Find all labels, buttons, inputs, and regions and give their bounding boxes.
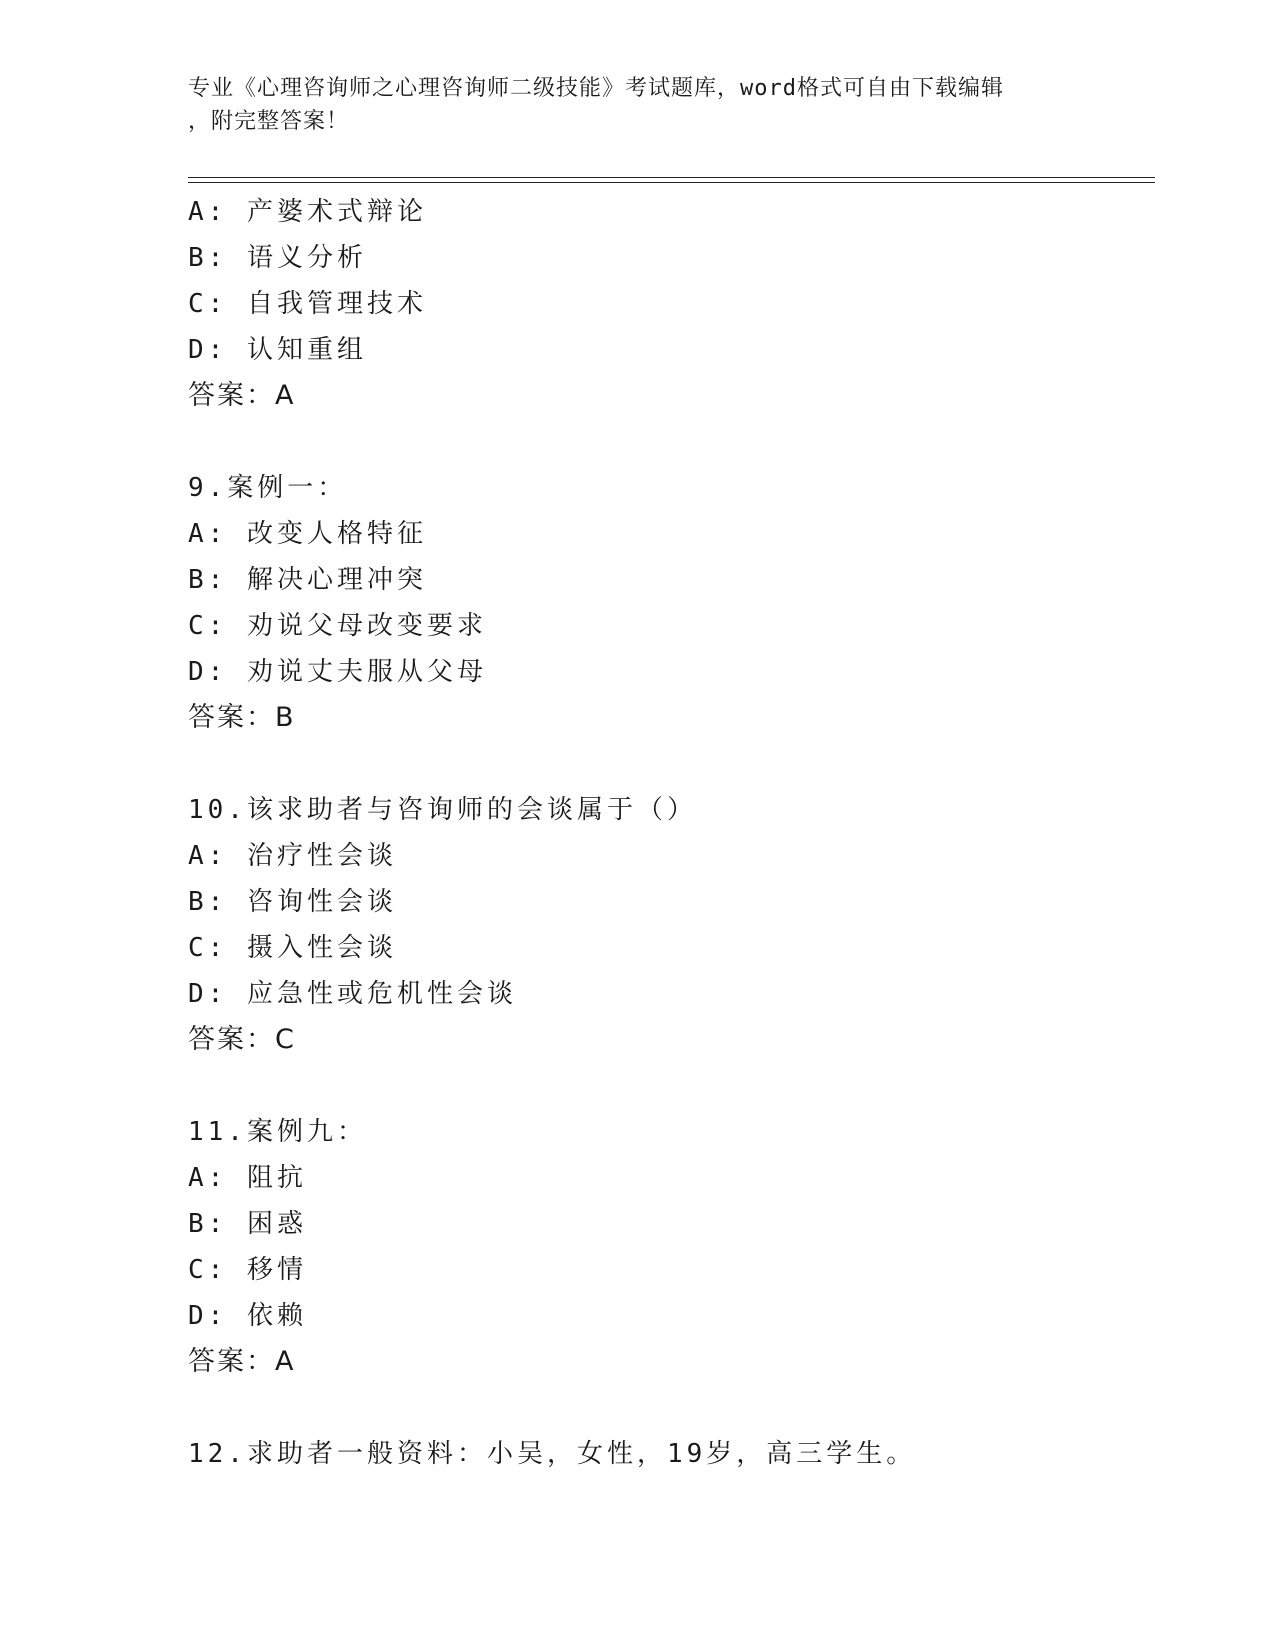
option-c: C: 自我管理技术 [188,289,427,319]
option-b: B: 困惑 [188,1209,307,1239]
answer-line: 答案：A [188,1346,296,1377]
answer-line: 答案：A [188,380,296,411]
option-b: B: 解决心理冲突 [188,565,427,595]
header-divider-top [188,177,1155,178]
option-d: D: 应急性或危机性会谈 [188,979,517,1009]
answer-line: 答案：C [188,1024,296,1055]
question-title: 9.案例一： [188,473,348,503]
option-b: B: 咨询性会谈 [188,887,397,917]
document-header [188,72,1088,138]
question-block-10 [188,787,1148,1063]
header-divider-bottom [188,182,1155,183]
option-a: A: 产婆术式辩论 [188,197,427,227]
option-b: B: 语义分析 [188,243,367,273]
header-line-2: ，附完整答案！ [188,109,350,134]
question-block-8 [188,189,1148,419]
option-d: D: 依赖 [188,1301,307,1331]
header-line-1: 专业《心理咨询师之心理咨询师二级技能》考试题库，word格式可自由下载编辑 [188,76,1004,101]
option-c: C: 劝说父母改变要求 [188,611,487,641]
question-title: 11.案例九： [188,1117,367,1147]
question-block-11 [188,1109,1148,1385]
question-block-12 [188,1431,1148,1477]
question-list [188,189,1148,1477]
option-a: A: 治疗性会谈 [188,841,397,871]
option-d: D: 劝说丈夫服从父母 [188,657,487,687]
question-title: 10.该求助者与咨询师的会谈属于（） [188,795,697,825]
option-d: D: 认知重组 [188,335,367,365]
option-c: C: 移情 [188,1255,307,1285]
option-a: A: 阻抗 [188,1163,307,1193]
question-title: 12.求助者一般资料：小吴，女性，19岁，高三学生。 [188,1439,917,1469]
option-a: A: 改变人格特征 [188,519,427,549]
question-block-9 [188,465,1148,741]
answer-line: 答案：B [188,702,296,733]
option-c: C: 摄入性会谈 [188,933,397,963]
